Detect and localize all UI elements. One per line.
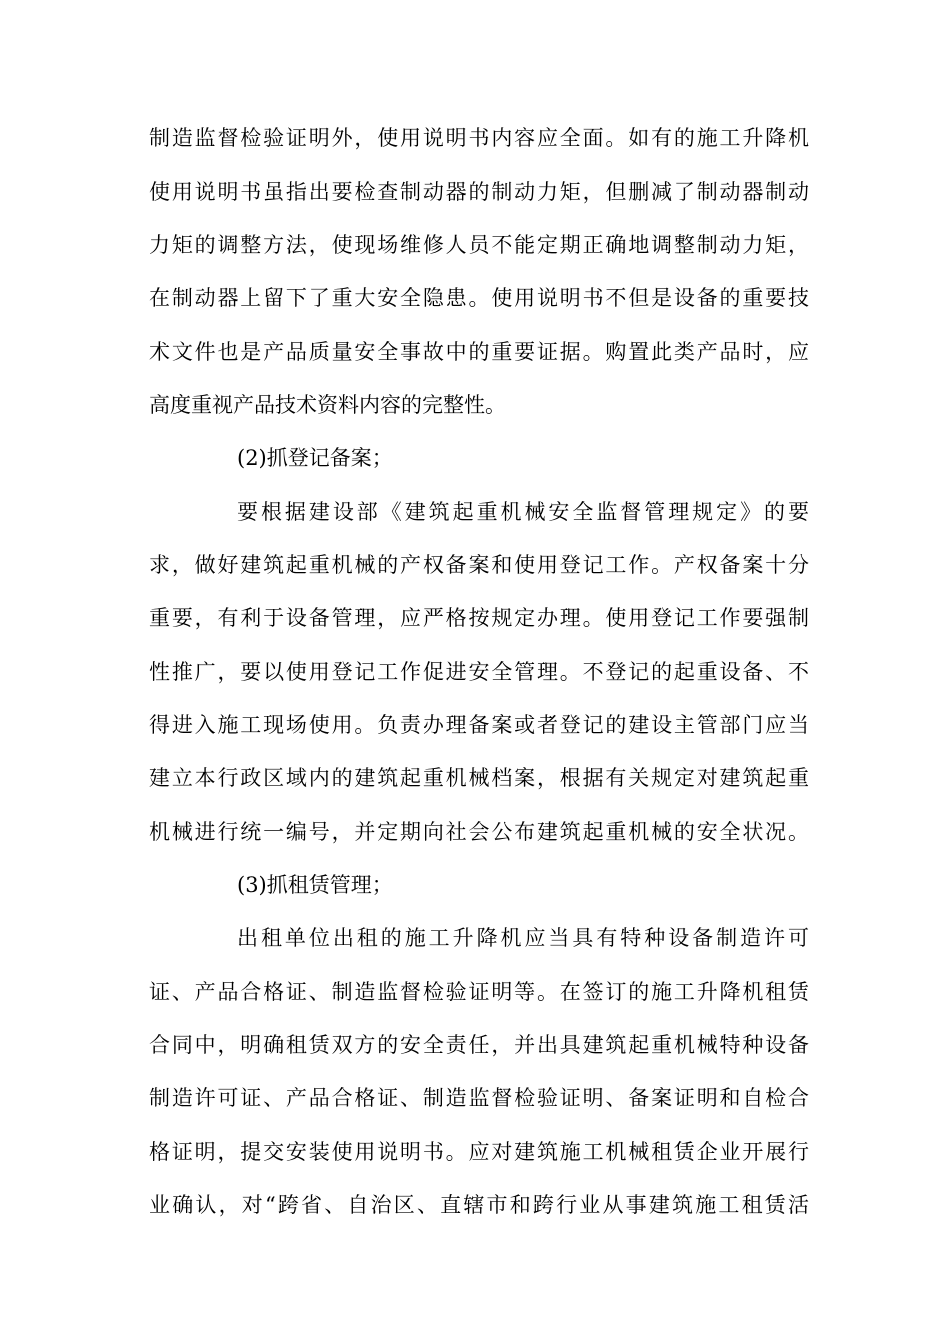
body-text-line: 格证明，提交安装使用说明书。应对建筑施工机械租赁企业开展行 bbox=[149, 1140, 809, 1164]
body-text-line: 合同中，明确租赁双方的安全责任，并出具建筑起重机械特种设备 bbox=[149, 1033, 809, 1057]
body-text-line: 要根据建设部《建筑起重机械安全监督管理规定》的要 bbox=[237, 500, 809, 524]
body-text-line: 出租单位出租的施工升降机应当具有特种设备制造许可 bbox=[237, 926, 809, 950]
section-heading: (2)抓登记备案； bbox=[237, 446, 393, 470]
body-text-line: 证、产品合格证、制造监督检验证明等。在签订的施工升降机租赁 bbox=[149, 980, 809, 1004]
body-text-line: 机械进行统一编号，并定期向社会公布建筑起重机械的安全状况。 bbox=[149, 820, 809, 844]
body-text-line: 力矩的调整方法，使现场维修人员不能定期正确地调整制动力矩， bbox=[149, 233, 809, 257]
body-text-line: 建立本行政区域内的建筑起重机械档案，根据有关规定对建筑起重 bbox=[149, 766, 809, 790]
body-text-line: 求，做好建筑起重机械的产权备案和使用登记工作。产权备案十分 bbox=[149, 553, 809, 577]
body-text-line: 制造许可证、产品合格证、制造监督检验证明、备案证明和自检合 bbox=[149, 1086, 809, 1110]
body-text-line: 高度重视产品技术资料内容的完整性。 bbox=[149, 393, 506, 417]
body-text-line: 使用说明书虽指出要检查制动器的制动力矩，但删减了制动器制动 bbox=[149, 180, 809, 204]
section-heading: (3)抓租赁管理； bbox=[237, 873, 393, 897]
body-text-line: 术文件也是产品质量安全事故中的重要证据。购置此类产品时，应 bbox=[149, 340, 809, 364]
body-text-line: 制造监督检验证明外，使用说明书内容应全面。如有的施工升降机 bbox=[149, 126, 809, 150]
body-text-line: 性推广，要以使用登记工作促进安全管理。不登记的起重设备、不 bbox=[149, 660, 809, 684]
body-text-line: 重要，有利于设备管理，应严格按规定办理。使用登记工作要强制 bbox=[149, 606, 809, 630]
body-text-line: 业确认，对“跨省、自治区、直辖市和跨行业从事建筑施工租赁活 bbox=[149, 1193, 809, 1217]
body-text-line: 得进入施工现场使用。负责办理备案或者登记的建设主管部门应当 bbox=[149, 713, 809, 737]
body-text-line: 在制动器上留下了重大安全隐患。使用说明书不但是设备的重要技 bbox=[149, 286, 809, 310]
